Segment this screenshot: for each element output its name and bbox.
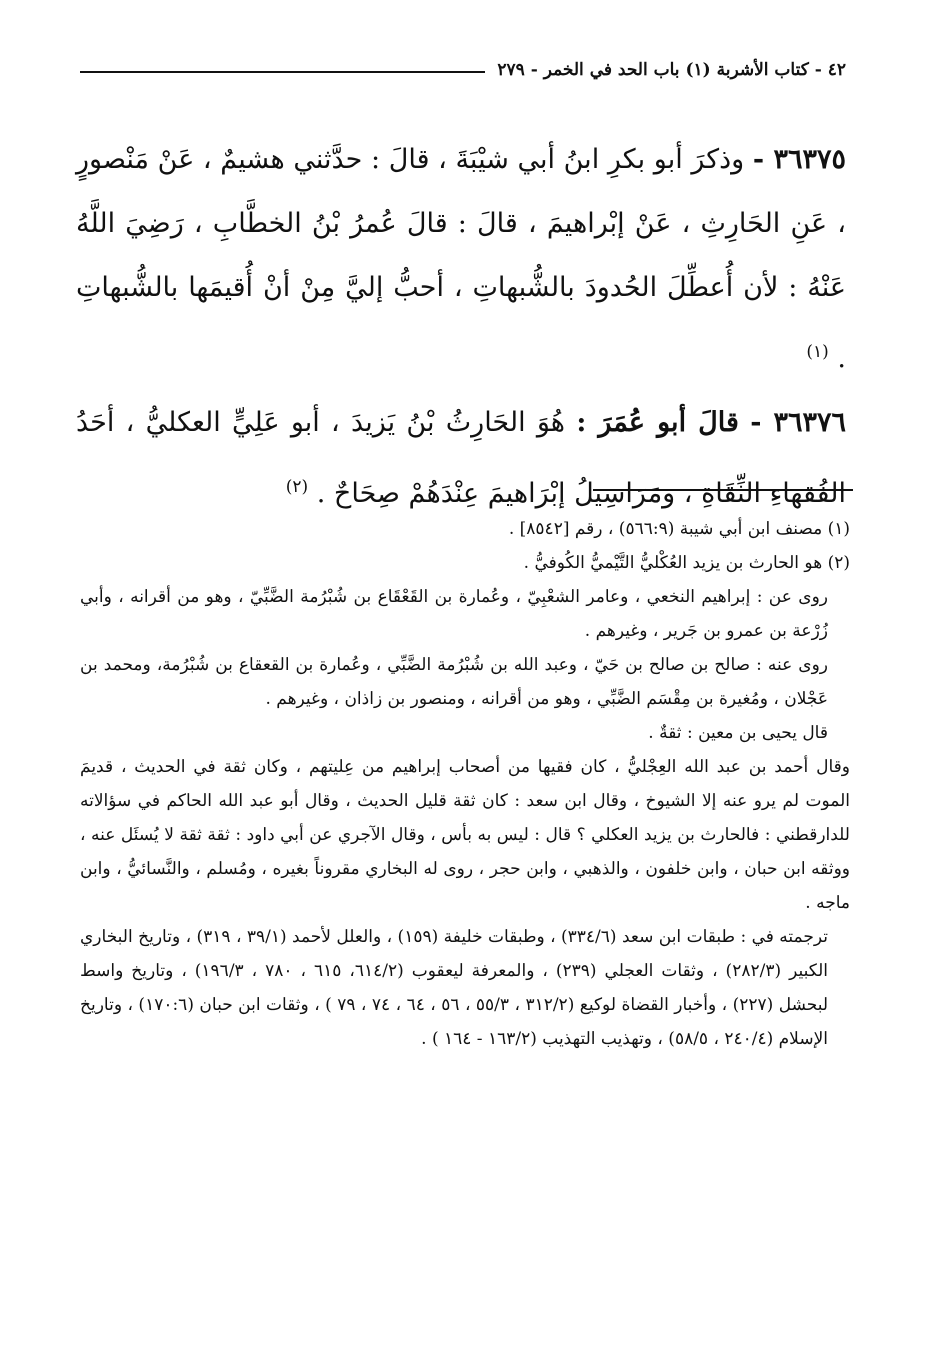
footnote-biography-sources: ترجمته في : طبقات ابن سعد (٣٣٤/٦) ، وطبقات خليفة (١٥٩) ، والعلل لأحمد (٣٩/١ ، ٣١٩) ، وتاريخ البخاري الكبير (٢٨٢/٣) ، وثقات العجلي (٢٣٩) ، والمعرفة ليعقوب (٦١٤/٢، ٦١٥ ، ٧٨٠ ، ١٩٦/٣) ، وتاريخ واسط لبحشل (٢٢٧) ، وأخبار القضاة لوكيع (٣١٢/٢ ، ٥٥/٣ ، ٥٦ ، ٦٤ ، ٧٤ ، ٧٩ ) ، وثقات ابن حبان (١٧٠:٦) ، وتاريخ الإسلام (٢٤٠/٤ ، ٥٨/٥) ، وتهذيب التهذيب (١٦٣/٢ - ١٦٤ ) . <box>80 927 829 1049</box>
footnote-ijli: وقال أحمد بن عبد الله العِجْليُّ ، كان فقيها من أصحاب إبراهيم من عِليتهم ، وكان ثقة في الحديث ، قديمَ الموت لم يرو عنه إلا الشيوخ ، وقال ابن سعد : كان ثقة قليل الحديث ، وقال أبو عبد الله الحاكم في سؤالاته للدارقطني : فالحارث بن يزيد العكلي ؟ قال : ليس به بأس ، وقال الآجري عن أبي داود : ثقة ثقة لا يُسئَل عنه ، ووثقه ابن حبان ، وابن خلفون ، والذهبي ، وابن حجر ، روى له البخاري مقروناً بغيره ، ومُسلم ، والنَّسائيُّ ، وابن ماجه . <box>80 757 850 913</box>
footnote-ref-1[interactable]: (١) <box>806 342 829 362</box>
paragraph-number: ٣٦٣٧٦ - <box>750 407 847 438</box>
paragraph-text: هُوَ الحَارِثُ بْنُ يَزيدَ ، أبو عَلِيٍّ العكليُّ ، أحَدُ الفُقهاءِ الثِّقَاةِ ، ومَرَاسِيلُ إبْرَاهيمَ عِنْدَهُمْ صِحَاحٌ . <box>76 407 846 509</box>
footnote-narrated-by: روى عنه : صالح بن صالح بن حَيّ ، وعبد الله بن شُبْرُمة الضَّبِّي ، وعُمارة بن القعقاع بن شُبْرُمة، ومحمد بن عَجْلان ، ومُغيرة بن مِقْسَم الضَّبِّي ، وهو من أقرانه ، ومنصور بن زاذان ، وغيرهم . <box>80 655 828 709</box>
footnote-ibn-maeen: قال يحيى بن معين : ثقةٌ . <box>648 723 828 743</box>
paragraph-text: وذكرَ أبو بكرِ ابنُ أبي شيْبَةَ ، قالَ : حدَّثني هشيمٌ ، عَنْ مَنْصورٍ ، عَنِ الحَارِثِ ، عَنْ إبْراهيمَ ، قالَ : قالَ عُمرُ بْنُ الخطَّابِ ، رَضِيَ اللَّهُ عَنْهُ : لأن أُعطِّلَ الحُدودَ بالشُّبهاتِ ، أحبُّ إليَّ مِنْ أنْ أُقيمَها بالشُّبهاتِ . <box>76 144 846 374</box>
header-rule <box>80 71 485 73</box>
paragraph-36375 <box>76 128 846 391</box>
footnotes <box>80 512 850 1056</box>
paragraph-36376 <box>76 391 846 526</box>
author-label: قالَ أبو عُمَرَ : <box>576 407 739 438</box>
footnote-1: (١) مصنف ابن أبي شيبة (٥٦٦:٩) ، رقم [٨٥٤٢] . <box>508 519 850 539</box>
main-text <box>76 128 846 526</box>
footnote-2: (٢) هو الحارث بن يزيد العُكْليُّ التَّيْميُّ الكُوفيُّ . <box>523 553 850 573</box>
paragraph-number: ٣٦٣٧٥ - <box>752 144 846 175</box>
running-header <box>80 54 846 86</box>
running-title: ٤٢ - كتاب الأشربة (١) باب الحد في الخمر - ٢٧٩ <box>497 60 846 80</box>
footnote-narrated-from: روى عن : إبراهيم النخعي ، وعامر الشعْبِيّ ، وعُمارة بن القَعْقَاع بن شُبْرُمة الضَّبِّيّ ، وهو من أقرانه ، وأبي زُرْعة بن عمرو بن جَرير ، وغيرهم . <box>80 587 828 641</box>
footnote-ref-2[interactable]: (٢) <box>285 477 309 497</box>
footnote-separator <box>593 489 853 491</box>
